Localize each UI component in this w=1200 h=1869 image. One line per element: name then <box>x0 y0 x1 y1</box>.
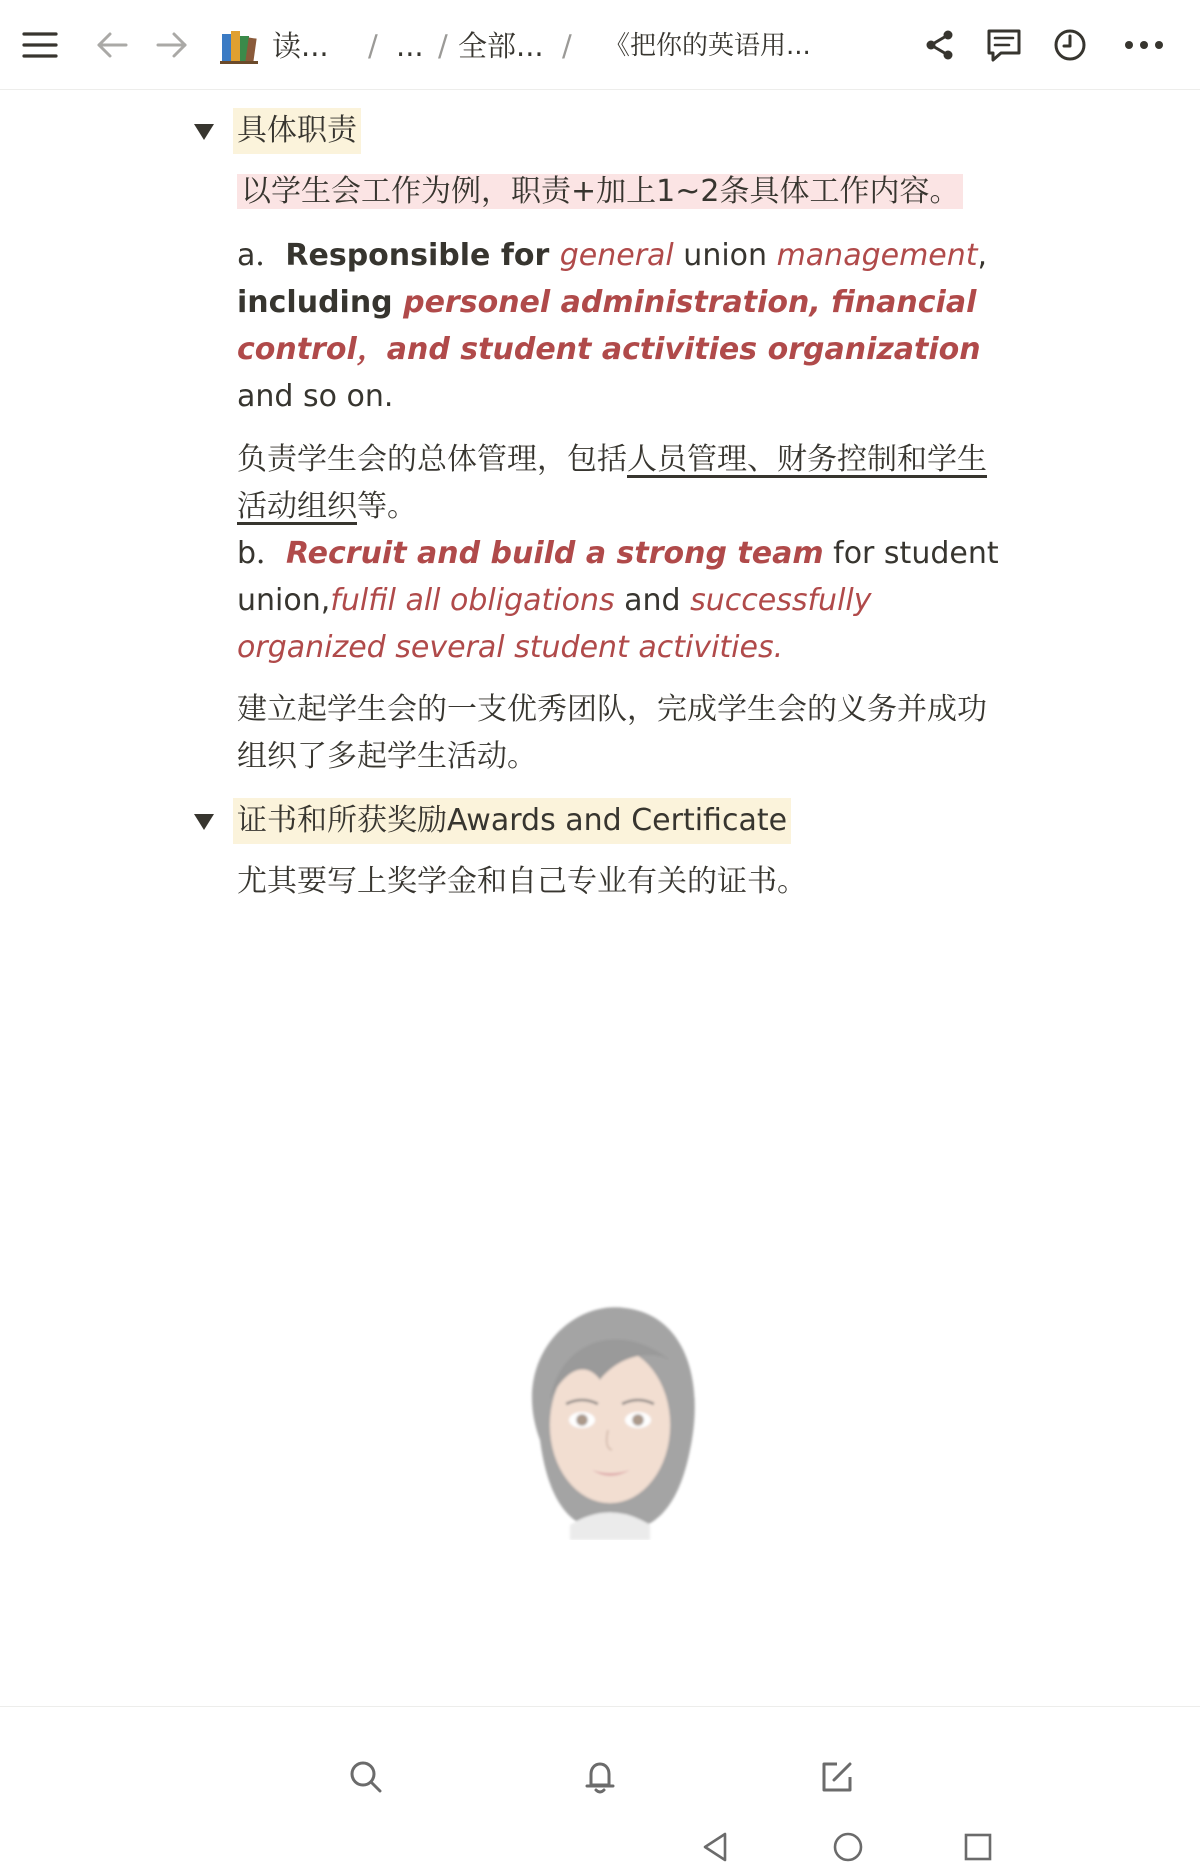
item-b-prefix: b． <box>237 536 287 571</box>
books-icon[interactable] <box>220 28 258 64</box>
item-a-cn <box>237 436 1007 530</box>
toggle-heading-duties[interactable]: 具体职责 <box>233 108 361 154</box>
breadcrumb-separator: / <box>562 29 572 63</box>
toggle-arrow-icon[interactable] <box>194 814 214 830</box>
item-a-text: , <box>977 238 988 273</box>
item-a-text: Responsible for <box>285 238 560 273</box>
search-icon[interactable] <box>344 1755 388 1799</box>
item-a-text: and so on. <box>237 379 394 414</box>
back-arrow-icon[interactable] <box>92 25 132 65</box>
item-a-prefix: a． <box>237 238 286 273</box>
item-a-text: management <box>776 238 978 273</box>
item-a-text: including <box>237 285 404 320</box>
share-icon[interactable] <box>920 25 960 65</box>
item-a-en <box>237 232 1007 420</box>
bell-icon[interactable] <box>578 1755 622 1799</box>
breadcrumb-separator: / <box>438 29 448 63</box>
item-a-cn-underlined: 人员管理、财务控制和学生活动组织 <box>237 442 987 524</box>
duties-intro <box>237 168 1007 215</box>
item-b-text: fulfil all obligations <box>330 583 615 618</box>
item-a-text: union <box>673 238 777 273</box>
home-nav-icon[interactable] <box>826 1825 870 1869</box>
comment-icon[interactable] <box>984 25 1024 65</box>
item-b-text: Recruit and build a strong team <box>286 536 824 571</box>
forward-arrow-icon[interactable] <box>152 25 192 65</box>
item-b-cn: 建立起学生会的一支优秀团队，完成学生会的义务并成功组织了多起学生活动。 <box>237 692 987 774</box>
avatar-illustration <box>500 1300 710 1540</box>
item-b-text: for student union, <box>237 536 999 618</box>
item-b-en <box>237 530 1007 671</box>
breadcrumb-separator: / <box>368 29 378 63</box>
breadcrumb-item-2[interactable]: ... <box>396 29 424 63</box>
toggle-heading-awards[interactable]: 证书和所获奖励Awards and Certificate <box>233 798 791 844</box>
edit-icon[interactable] <box>815 1755 859 1799</box>
history-icon[interactable] <box>1050 25 1090 65</box>
top-bar <box>0 0 1200 90</box>
awards-body: 尤其要写上奖学金和自己专业有关的证书。 <box>237 864 807 899</box>
item-a-text: personel administration, financial control，and student activities organization <box>237 285 981 367</box>
item-a-cn-text: 负责学生会的总体管理，包括 <box>237 442 627 477</box>
item-b-text: and <box>614 583 691 618</box>
bottom-bar <box>0 1706 1200 1863</box>
menu-icon[interactable] <box>20 25 60 65</box>
item-b-text: successfully organized several student activities. <box>237 583 872 665</box>
back-nav-icon[interactable] <box>694 1825 738 1869</box>
breadcrumb-item-1[interactable]: 读... <box>272 29 329 63</box>
breadcrumb-item-3[interactable]: 全部... <box>458 29 544 63</box>
more-icon[interactable] <box>1124 25 1164 65</box>
recents-nav-icon[interactable] <box>956 1825 1000 1869</box>
item-a-cn-text: 等。 <box>357 489 417 524</box>
duties-intro-text: 以学生会工作为例，职责+加上1~2条具体工作内容。 <box>237 174 963 209</box>
item-a-text: general <box>559 238 674 273</box>
toggle-arrow-icon[interactable] <box>194 124 214 140</box>
breadcrumb-item-4[interactable]: 《把你的英语用... <box>604 31 811 61</box>
